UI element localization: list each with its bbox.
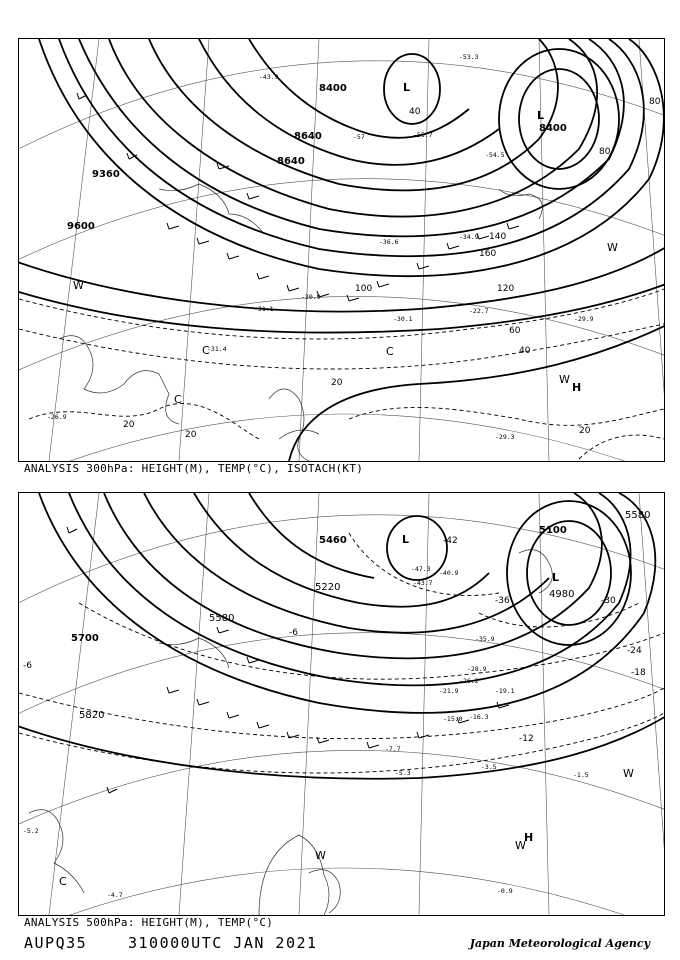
station-temp: -47.3 xyxy=(411,565,431,573)
height-label: 5460 xyxy=(319,535,347,546)
height-label: 5820 xyxy=(79,710,105,721)
station-temp: -53.3 xyxy=(459,53,479,61)
station-temp: -19.1 xyxy=(495,687,515,695)
map-500hpa xyxy=(19,493,664,915)
isotherm-label: -42 xyxy=(443,536,458,546)
station-temp: -4.7 xyxy=(107,891,123,899)
height-label: 5100 xyxy=(539,525,567,536)
station-temp: -1.5 xyxy=(573,771,589,779)
low-center: L xyxy=(552,571,560,584)
cold-center: C xyxy=(386,345,394,358)
chart-300hpa xyxy=(18,38,665,462)
map-300hpa xyxy=(19,39,664,461)
low-center: L xyxy=(403,81,411,94)
isotach-label: 80 xyxy=(599,147,611,157)
station-temp: -16.3 xyxy=(469,713,489,721)
caption-500hpa: ANALYSIS 500hPa: HEIGHT(M), TEMP(°C) xyxy=(24,916,274,929)
isotach-label: 80 xyxy=(649,97,661,107)
station-temp: -0.9 xyxy=(497,887,513,895)
isotherm-label: -30 xyxy=(601,596,616,606)
warm-center: W xyxy=(73,279,84,292)
chart-valid-time: 310000UTC JAN 2021 xyxy=(128,934,318,952)
isotach-label: 120 xyxy=(497,284,515,294)
isotherm-label: -6 xyxy=(289,628,298,638)
station-temp: -55.7 xyxy=(413,131,433,139)
isotach-label: 20 xyxy=(123,420,135,430)
height-labels xyxy=(71,510,650,721)
wind-barbs xyxy=(77,93,519,301)
caption-300hpa: ANALYSIS 300hPa: HEIGHT(M), TEMP(°C), ISOTACH(KT) xyxy=(24,462,364,475)
pressure-centers xyxy=(73,81,618,406)
height-label: 5700 xyxy=(71,633,99,644)
chart-code: AUPQ35 xyxy=(24,934,88,952)
isotach-label: 40 xyxy=(519,346,531,356)
height-label: 4980 xyxy=(549,589,575,600)
height-label: 9360 xyxy=(92,169,120,180)
station-temp: -5.2 xyxy=(23,827,39,835)
chart-500hpa xyxy=(18,492,665,916)
station-temp: -29.9 xyxy=(574,315,594,323)
station-temp: -5.3 xyxy=(395,769,411,777)
height-label: 5580 xyxy=(625,510,651,521)
station-temp: -29.3 xyxy=(495,433,515,441)
station-temp: -3.5 xyxy=(481,763,497,771)
station-temp: -15.0 xyxy=(443,715,463,723)
station-temp: -43.7 xyxy=(413,579,433,587)
station-temps xyxy=(47,53,594,441)
height-label: 8640 xyxy=(277,156,305,167)
station-temp: -26.2 xyxy=(459,677,479,685)
station-temp: -22.7 xyxy=(469,307,489,315)
isotach-label: 40 xyxy=(409,107,421,117)
low-center: L xyxy=(537,109,545,122)
isotherm-label: -12 xyxy=(519,734,534,744)
station-temp: -7.7 xyxy=(385,745,401,753)
high-center: H xyxy=(524,831,534,844)
agency-name: Japan Meteorological Agency xyxy=(469,937,650,950)
station-temp: -54.5 xyxy=(485,151,505,159)
station-temp: -36.6 xyxy=(379,238,399,246)
cold-center: C xyxy=(174,393,182,406)
cold-center: C xyxy=(59,875,67,888)
isotherm-label: -18 xyxy=(631,668,646,678)
station-temp: -40.9 xyxy=(439,569,459,577)
height-label: 9600 xyxy=(67,221,95,232)
station-temps xyxy=(23,565,589,899)
station-temp: -43.9 xyxy=(259,73,279,81)
isotach-label: 160 xyxy=(479,249,497,259)
warm-center: W xyxy=(515,839,526,852)
isotach-label: 100 xyxy=(355,284,373,294)
isotach-label: 60 xyxy=(509,326,521,336)
station-temp: -57 xyxy=(353,133,365,141)
height-label: 5220 xyxy=(315,582,341,593)
isotherm-label: -6 xyxy=(23,661,32,671)
cold-center: C xyxy=(202,344,210,357)
isotach-label: 140 xyxy=(489,232,507,242)
height-label: 8400 xyxy=(319,83,347,94)
isotach-label: 20 xyxy=(185,430,197,440)
isotherm-label: -24 xyxy=(627,646,642,656)
isotach-label: 20 xyxy=(579,426,591,436)
high-center: H xyxy=(572,381,582,394)
height-label: 5580 xyxy=(209,613,235,624)
station-temp: -28.9 xyxy=(467,665,487,673)
station-temp: -30.1 xyxy=(393,315,413,323)
station-temp: -34.9 xyxy=(459,233,479,241)
graticule xyxy=(19,493,664,915)
station-temp: -30.9 xyxy=(301,293,321,301)
height-label: 8400 xyxy=(539,123,567,134)
station-temp: -21.9 xyxy=(439,687,459,695)
isotach-label: 20 xyxy=(331,378,343,388)
warm-center: W xyxy=(559,373,570,386)
warm-center: W xyxy=(315,849,326,862)
low-center: L xyxy=(402,533,410,546)
station-temp: -31.1 xyxy=(254,305,274,313)
height-contours xyxy=(19,39,664,461)
height-label: 8640 xyxy=(294,131,322,142)
isotherm-label: -36 xyxy=(495,596,510,606)
station-temp: -35.9 xyxy=(475,635,495,643)
station-temp: -31.4 xyxy=(207,345,227,353)
warm-center: W xyxy=(607,241,618,254)
station-temp: -26.9 xyxy=(47,413,67,421)
warm-center: W xyxy=(623,767,634,780)
